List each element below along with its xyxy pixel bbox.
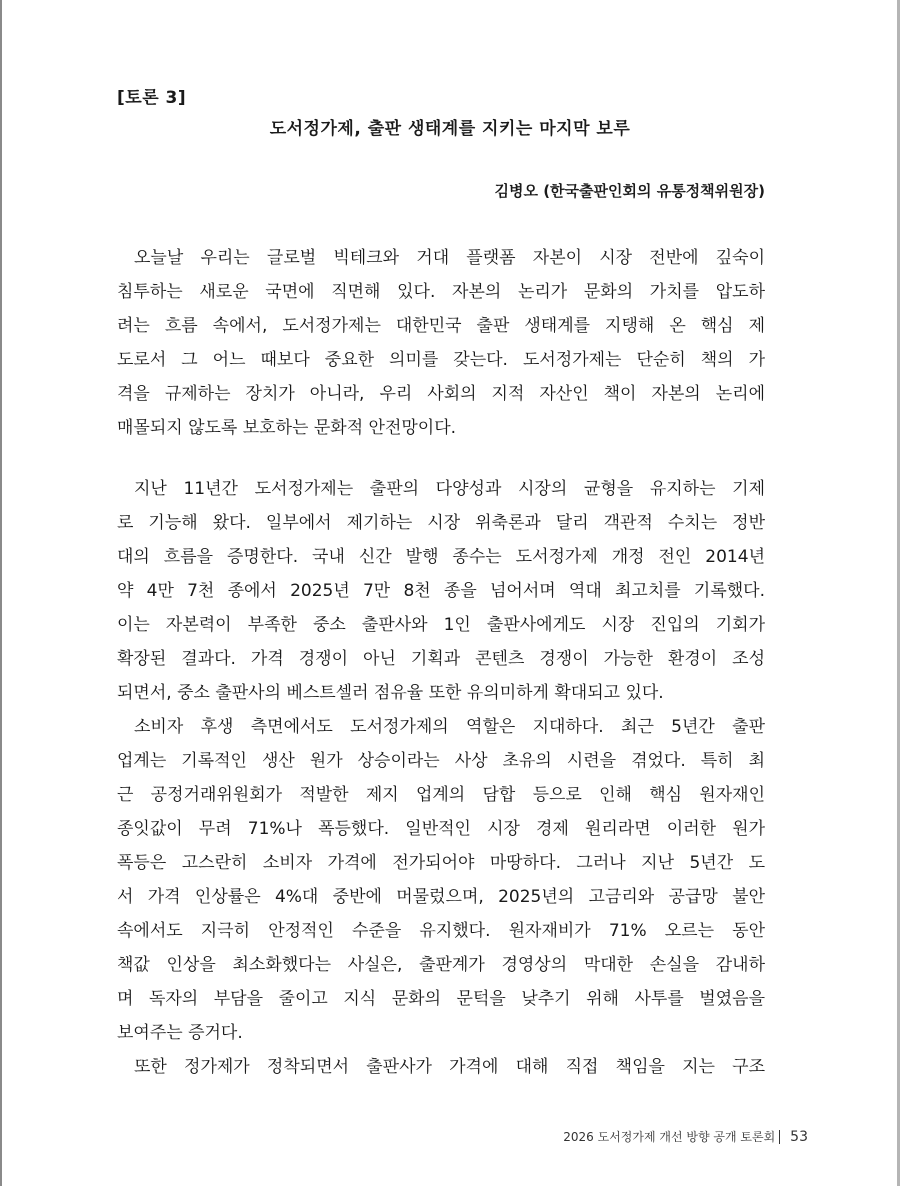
paragraph-2	[117, 472, 765, 1084]
text-line: 격을 규제하는 장치가 아니라, 우리 사회의 지적 자산인 책이 자본의 논리에	[117, 384, 765, 404]
text-line: 또한 정가제가 정착되면서 출판사가 가격에 대해 직접 책임을 지는 구조	[134, 1057, 765, 1077]
text-line: 소비자 후생 측면에서도 도서정가제의 역할은 지대하다. 최근 5년간 출판	[134, 717, 765, 737]
text-line: 지난 11년간 도서정가제는 출판의 다양성과 시장의 균형을 유지하는 기제	[134, 479, 765, 499]
text-line: 근 공정거래위원회가 적발한 제지 업계의 담합 등으로 인해 핵심 원자재인	[117, 785, 765, 805]
text-line: 려는 흐름 속에서, 도서정가제는 대한민국 출판 생태계를 지탱해 온 핵심 제	[117, 316, 765, 336]
text-line: 확장된 결과다. 가격 경쟁이 아닌 기획과 콘텐츠 경쟁이 가능한 환경이 조성	[117, 649, 765, 669]
text-line: 오늘날 우리는 글로벌 빅테크와 거대 플랫폼 자본이 시장 전반에 깊숙이	[134, 248, 765, 268]
text-line: 약 4만 7천 종에서 2025년 7만 8천 종을 넘어서며 역대 최고치를 기록했다.	[117, 581, 765, 601]
text-line: 종잇값이 무려 71%나 폭등했다. 일반적인 시장 경제 원리라면 이러한 원가	[117, 819, 765, 839]
text-line: 침투하는 새로운 국면에 직면해 있다. 자본의 논리가 문화의 가치를 압도하	[117, 282, 765, 302]
text-line: 이는 자본력이 부족한 중소 출판사와 1인 출판사에게도 시장 진입의 기회가	[117, 615, 765, 635]
text-line: 매몰되지 않도록 보호하는 문화적 안전망이다.	[117, 418, 457, 438]
section-tag: [토론 3]	[117, 88, 187, 108]
text-line: 도로서 그 어느 때보다 중요한 의미를 갖는다. 도서정가제는 단순히 책의 가	[117, 350, 765, 370]
footer-caption: 2026 도서정가제 개선 방향 공개 토론회	[563, 1130, 776, 1144]
page-footer	[563, 1128, 808, 1145]
author-line: 김병오 (한국출판인회의 유통정책위원장)	[494, 182, 765, 200]
footer-divider	[779, 1130, 780, 1144]
document-title: 도서정가제, 출판 생태계를 지키는 마지막 보루	[269, 119, 631, 139]
text-line: 업계는 기록적인 생산 원가 상승이라는 사상 초유의 시련을 겪었다. 특히 최	[117, 751, 765, 771]
text-line: 폭등은 고스란히 소비자 가격에 전가되어야 마땅하다. 그러나 지난 5년간 도	[117, 853, 765, 873]
text-line: 며 독자의 부담을 줄이고 지식 문화의 문턱을 낮추기 위해 사투를 벌였음을	[117, 989, 765, 1009]
text-line: 보여주는 증거다.	[117, 1023, 243, 1043]
text-line: 되면서, 중소 출판사의 베스트셀러 점유율 또한 유의미하게 확대되고 있다.	[117, 683, 664, 703]
text-line: 대의 흐름을 증명한다. 국내 신간 발행 종수는 도서정가제 개정 전인 2014년	[117, 547, 765, 567]
text-line: 책값 인상을 최소화했다는 사실은, 출판계가 경영상의 막대한 손실을 감내하	[117, 955, 765, 975]
page-left-edge	[0, 0, 2, 1186]
text-line: 속에서도 지극히 안정적인 수준을 유지했다. 원자재비가 71% 오르는 동안	[117, 921, 765, 941]
page-number: 53	[790, 1128, 808, 1145]
paragraph-1	[117, 241, 765, 445]
text-line: 로 기능해 왔다. 일부에서 제기하는 시장 위축론과 달리 객관적 수치는 정반	[117, 513, 765, 533]
text-line: 서 가격 인상률은 4%대 중반에 머물렀으며, 2025년의 고금리와 공급망 불안	[117, 887, 765, 907]
